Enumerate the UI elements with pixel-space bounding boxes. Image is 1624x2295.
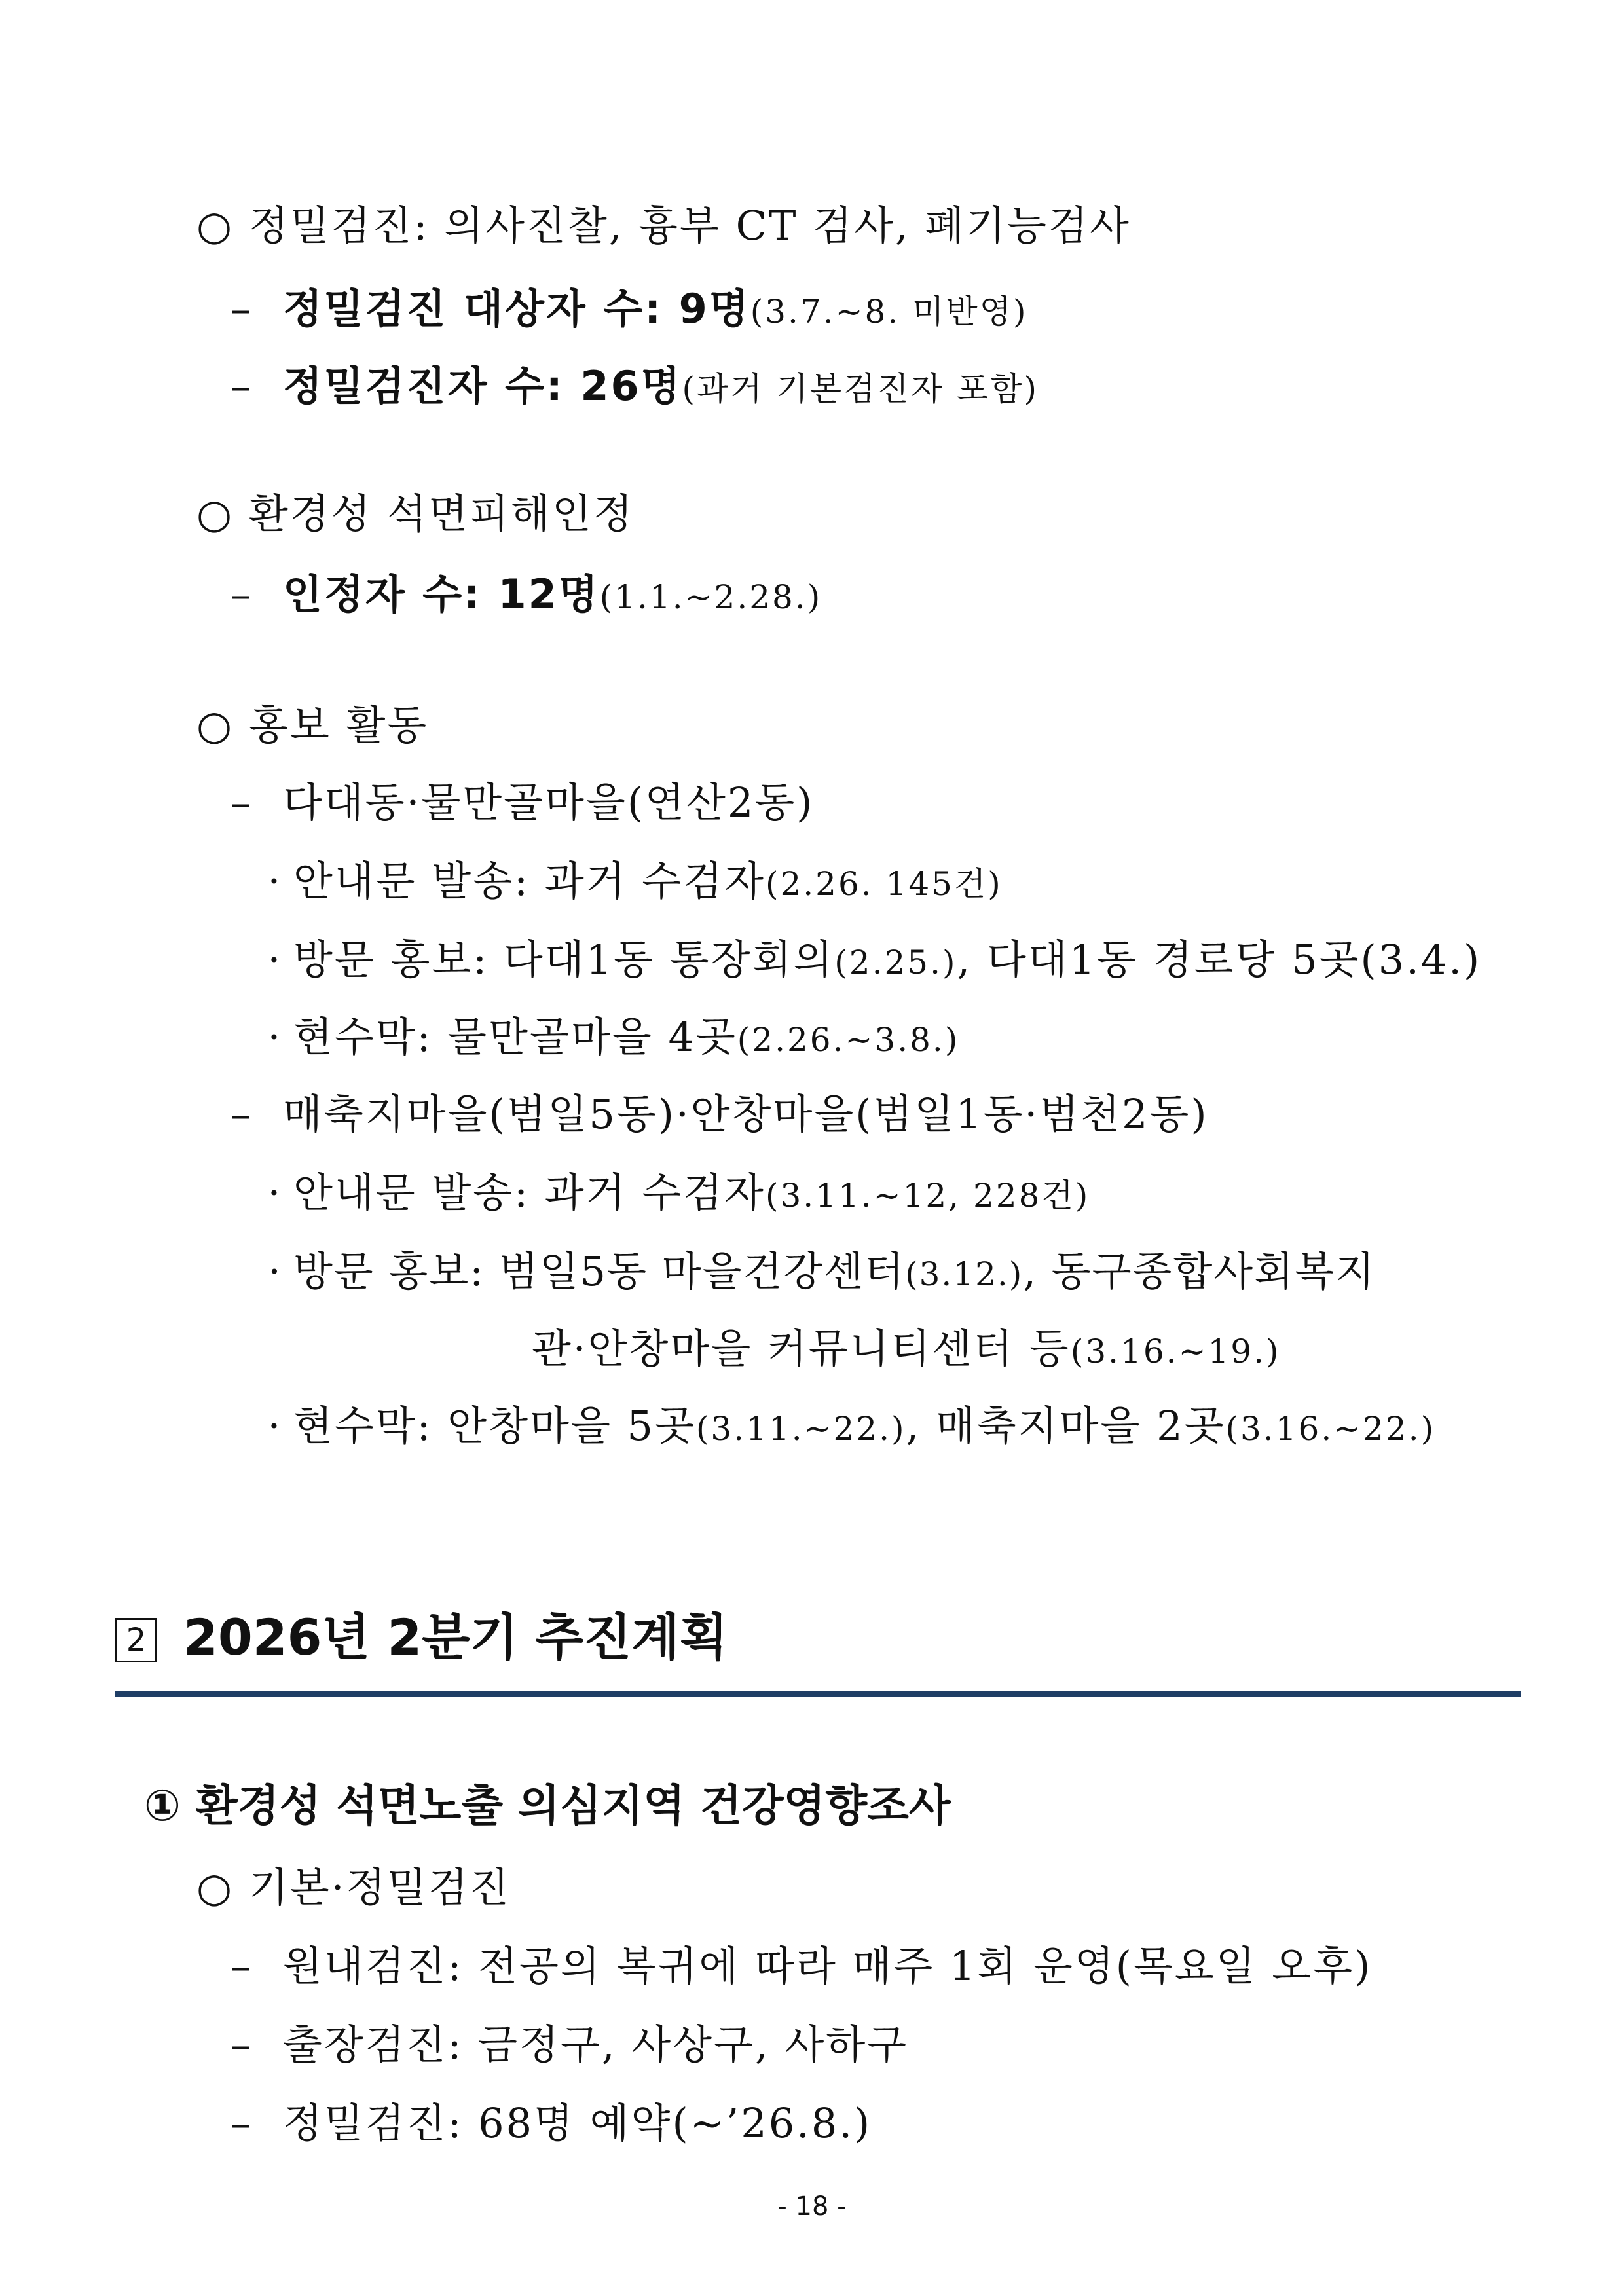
bold-text: 정밀검진 대상자 수: 9명 (283, 285, 750, 333)
precision-exam-heading (196, 200, 1131, 252)
note-text: (과거 기본검진자 포함) (682, 370, 1039, 408)
group-title-text: 다대동·물만골마을(연산2동) (283, 779, 815, 826)
circle-bullet-icon: ○ (196, 490, 234, 538)
damage-recognition-heading (196, 488, 635, 540)
middle-dot-bullet: · (267, 1169, 283, 1217)
precision-examined-count (231, 360, 1039, 415)
continued-text: 관·안창마을 커뮤니티센터 등 (532, 1325, 1071, 1372)
group2-title (231, 1088, 1209, 1141)
item-text: 방문 홍보: 범일5동 마을건강센터 (293, 1247, 906, 1295)
group2-visit-promotion-continued (532, 1323, 1281, 1378)
circle-bullet-icon: ○ (196, 1864, 234, 1911)
item-text: 현수막: 안창마을 5곳 (293, 1402, 696, 1450)
plan-item (231, 2097, 872, 2150)
group-title-text: 매축지마을(범일5동)·안창마을(범일1동·범천2동) (283, 1090, 1209, 1138)
note-text: (3.16.~19.) (1070, 1332, 1281, 1370)
bold-text: 인정자 수: 12명 (283, 570, 600, 618)
heading-text: 기본·정밀검진 (249, 1864, 511, 1911)
item-tail-text: , 다대1동 경로당 5곳(3.4.) (957, 936, 1482, 983)
group1-title (231, 777, 814, 829)
middle-dot-bullet: · (268, 1247, 282, 1295)
middle-dot-bullet: · (267, 857, 283, 905)
note-text: (3.16.~22.) (1225, 1410, 1436, 1448)
note-text: (3.11.~12, 228건) (765, 1177, 1090, 1215)
note-text: (2.26. 145건) (765, 865, 1003, 903)
precision-target-count (231, 283, 1028, 338)
bold-text: 정밀검진자 수: 26명 (283, 362, 682, 410)
note-text: (2.26.~3.8.) (737, 1021, 960, 1059)
item-text: 안내문 발송: 과거 수검자 (293, 857, 766, 905)
note-text: (3.11.~22.) (695, 1410, 906, 1448)
item-text: 현수막: 물만골마을 4곳 (293, 1013, 737, 1061)
group1-visit-promotion (257, 934, 1481, 989)
plan-item-text: 정밀검진: 68명 예약(~’26.8.) (283, 2099, 872, 2147)
item-tail-text: , 동구종합사회복지 (1023, 1247, 1376, 1295)
section-number-box: 2 (115, 1618, 157, 1662)
heading-text: 홍보 활동 (249, 701, 429, 749)
dash-bullet: – (231, 1942, 253, 1990)
note-text: (3.7.~8. 미반영) (750, 293, 1028, 331)
dash-bullet: – (231, 2021, 253, 2068)
promotion-heading (196, 699, 428, 752)
group2-banner (257, 1400, 1435, 1455)
dash-bullet: – (231, 570, 253, 618)
dash-bullet: – (231, 779, 253, 826)
note-text: (1.1.~2.28.) (599, 578, 822, 616)
page-number: - 18 - (777, 2192, 847, 2222)
note-text: (3.12.) (905, 1255, 1024, 1293)
plan-item (231, 1940, 1372, 1992)
heading-text: 정밀검진: 의사진찰, 흉부 CT 검사, 폐기능검사 (249, 202, 1131, 249)
plan-item-text: 원내검진: 전공의 복귀에 따라 매주 1회 운영(목요일 오후) (283, 1942, 1373, 1990)
middle-dot-bullet: · (267, 936, 283, 983)
section-heading (115, 1606, 728, 1669)
dash-bullet: – (231, 362, 253, 410)
group2-visit-promotion (257, 1245, 1376, 1300)
dash-bullet: – (231, 285, 253, 333)
item-text: 안내문 발송: 과거 수검자 (293, 1169, 766, 1217)
dash-bullet: – (231, 1090, 253, 1138)
section-divider (115, 1691, 1521, 1697)
group1-notice-mailing (257, 855, 1003, 910)
plan-item (231, 2019, 908, 2071)
circle-bullet-icon: ○ (196, 202, 234, 249)
item-tail-text: , 매축지마을 2곳 (906, 1402, 1226, 1450)
middle-dot-bullet: · (267, 1013, 283, 1061)
recognized-count (231, 568, 822, 623)
basic-precision-heading (196, 1862, 511, 1914)
circle-bullet-icon: ○ (196, 701, 234, 749)
middle-dot-bullet: · (267, 1402, 283, 1450)
item-text: 방문 홍보: 다대1동 통장회의 (293, 936, 835, 983)
dash-bullet: – (231, 2099, 253, 2147)
note-text: (2.25.) (834, 944, 957, 982)
plan-item-text: 출장검진: 금정구, 사상구, 사하구 (283, 2021, 909, 2068)
group2-notice-mailing (257, 1167, 1090, 1222)
heading-text: 환경성 석면피해인정 (249, 490, 635, 538)
section-title: 2026년 2분기 추진계획 (183, 1608, 728, 1666)
group1-banner (257, 1011, 959, 1066)
subsection-title: ① 환경성 석면노출 의심지역 건강영향조사 (144, 1780, 951, 1831)
